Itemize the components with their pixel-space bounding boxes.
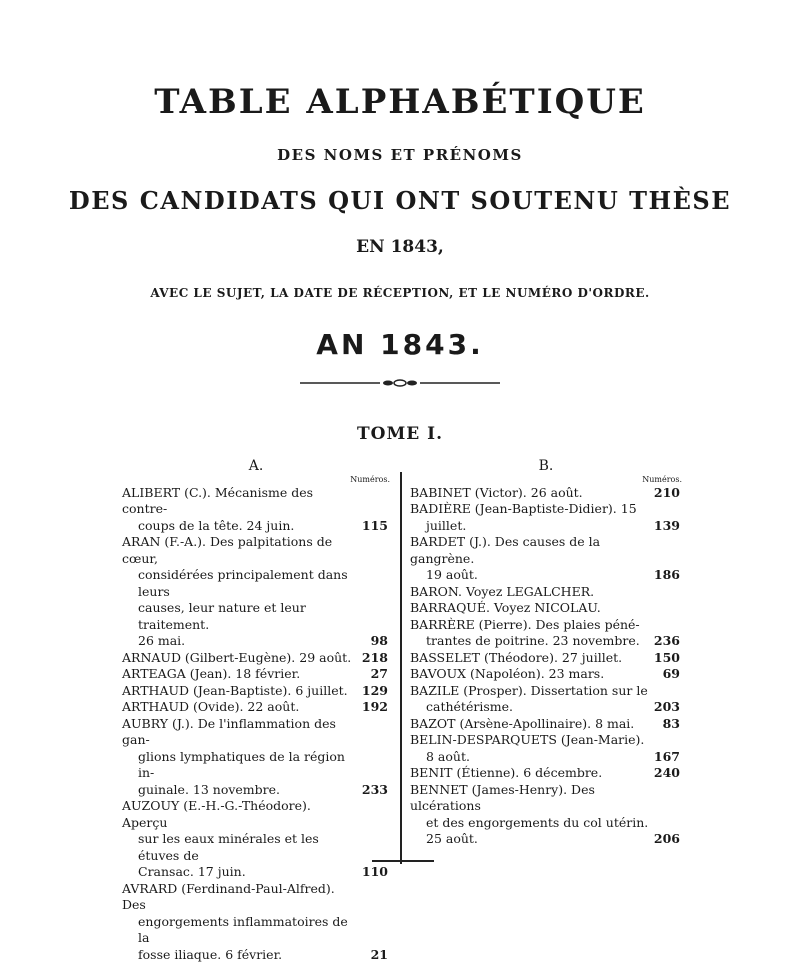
entry-line: BASSELET (Théodore). 27 juillet. (410, 649, 623, 665)
index-entry (410, 501, 682, 534)
entry-line: BARDET (J.). Des causes de la gangrène. (410, 534, 601, 566)
entry-line: engorgements inflammatoires de la (138, 913, 348, 945)
entry-line: considérées principalement dans leurs (138, 567, 348, 599)
entry-number: 167 (653, 748, 680, 764)
entry-line: 26 mai. (138, 633, 186, 648)
entry-line: guinale. 13 novembre. (138, 781, 281, 797)
index-entry (122, 699, 390, 716)
numeros-label: Numéros. (350, 474, 390, 484)
subtitle-description: AVEC LE SUJET, LA DATE DE RÉCEPTION, ET LE NUMÉRO D'ORDRE. (150, 286, 650, 300)
index-entry (410, 617, 682, 650)
index-entry (410, 650, 682, 667)
entry-line: BAZILE (Prosper). Dissertation sur le (410, 682, 648, 698)
entry-number: 129 (361, 682, 388, 698)
entry-line: BADIÈRE (Jean-Baptiste-Didier). 15 (410, 501, 637, 516)
entry-number: 27 (370, 666, 388, 681)
entry-line: AUBRY (J.). De l'inflammation des gan- (122, 715, 336, 747)
index-entry (410, 782, 682, 848)
entry-line: ARTHAUD (Jean-Baptiste). 6 juillet. (122, 682, 348, 698)
entry-line: 25 août. (426, 831, 478, 846)
index-entry (122, 716, 390, 799)
entry-line: BARRÈRE (Pierre). Des plaies péné- (410, 616, 640, 632)
entry-line: et des engorgements du col utérin. (426, 814, 649, 830)
column-divider (400, 472, 402, 864)
page-title: TABLE ALPHABÉTIQUE (154, 82, 646, 122)
entry-line: cathétérisme. (426, 699, 513, 714)
entry-line: causes, leur nature et leur traitement. (138, 600, 306, 632)
index-entry (410, 485, 682, 502)
column-a (122, 458, 390, 963)
entry-line: juillet. (426, 517, 467, 533)
index-entry (122, 650, 390, 667)
subtitle-year: EN 1843, (356, 237, 444, 257)
index-entry (122, 881, 390, 964)
entry-number: 192 (361, 699, 388, 714)
year-heading: AN 1843. (316, 328, 484, 361)
entry-line: Cransac. 17 juin. (138, 864, 246, 879)
index-entry (122, 683, 390, 700)
column-b (410, 458, 682, 848)
index-entry (410, 584, 682, 601)
index-entry (410, 683, 682, 716)
entry-line: BENIT (Étienne). 6 décembre. (410, 765, 603, 780)
tome-heading: TOME I. (356, 424, 444, 444)
entry-number: 98 (370, 633, 388, 648)
entry-line: 8 août. (426, 748, 470, 764)
entry-line: sur les eaux minérales et les étuves de (138, 831, 319, 863)
bottom-rule (372, 860, 434, 862)
entry-number: 218 (361, 649, 388, 665)
entry-line: 19 août. (426, 567, 478, 582)
ornament-rule-icon (300, 376, 500, 390)
entry-number: 203 (653, 699, 680, 714)
section-letter: B. (538, 458, 554, 474)
entry-number: 210 (653, 484, 680, 500)
index-entry (410, 716, 682, 733)
section-letter: A. (248, 458, 264, 474)
numeros-label: Numéros. (642, 474, 682, 484)
entry-number: 21 (370, 946, 388, 962)
entry-line: ARNAUD (Gilbert-Eugène). 29 août. (122, 649, 352, 665)
index-entry (122, 534, 390, 650)
subtitle-candidates: DES CANDIDATS QUI ONT SOUTENU THÈSE (68, 186, 732, 215)
entry-line: BELIN-DESPARQUETS (Jean-Marie). (410, 732, 645, 747)
index-entry (410, 732, 682, 765)
index-entry (410, 666, 682, 683)
entry-line: fosse iliaque. 6 février. (138, 946, 283, 962)
entry-line: trantes de poitrine. 23 novembre. (426, 633, 640, 648)
entry-number: 139 (653, 517, 680, 533)
entry-number: 69 (662, 666, 680, 681)
subtitle-names: DES NOMS ET PRÉNOMS (277, 146, 523, 164)
index-entry (410, 534, 682, 584)
entry-line: ARTHAUD (Ovide). 22 août. (122, 699, 300, 714)
entry-number: 236 (653, 633, 680, 648)
entry-line: coups de la tête. 24 juin. (138, 517, 295, 533)
entry-line: AVRARD (Ferdinand-Paul-Alfred). Des (122, 880, 335, 912)
entry-line: BABINET (Victor). 26 août. (410, 484, 583, 500)
index-entry (410, 600, 682, 617)
entry-number: 186 (653, 567, 680, 582)
entry-number: 83 (662, 715, 680, 731)
index-entry (122, 798, 390, 881)
entry-number: 115 (361, 517, 388, 533)
entry-number: 240 (653, 765, 680, 780)
entry-line: ARTEAGA (Jean). 18 février. (122, 666, 301, 681)
entry-line: ARAN (F.-A.). Des palpitations de cœur, (122, 534, 333, 566)
entry-line: BARON. Voyez LEGALCHER. (410, 583, 595, 599)
index-entry (122, 666, 390, 683)
index-entry (122, 485, 390, 535)
entry-number: 110 (361, 864, 388, 879)
entry-line: BENNET (James-Henry). Des ulcérations (410, 781, 595, 813)
index-entry (410, 765, 682, 782)
entry-line: BAZOT (Arsène-Apollinaire). 8 mai. (410, 715, 635, 731)
entry-line: ALIBERT (C.). Mécanisme des contre- (122, 484, 314, 516)
entry-line: BARRAQUÉ. Voyez NICOLAU. (410, 600, 601, 615)
entry-line: BAVOUX (Napoléon). 23 mars. (410, 666, 605, 681)
entry-number: 206 (653, 831, 680, 846)
entry-line: glions lymphatiques de la région in- (138, 748, 345, 780)
entry-number: 150 (653, 649, 680, 665)
entry-number: 233 (361, 781, 388, 797)
entry-line: AUZOUY (E.-H.-G.-Théodore). Aperçu (122, 798, 311, 830)
